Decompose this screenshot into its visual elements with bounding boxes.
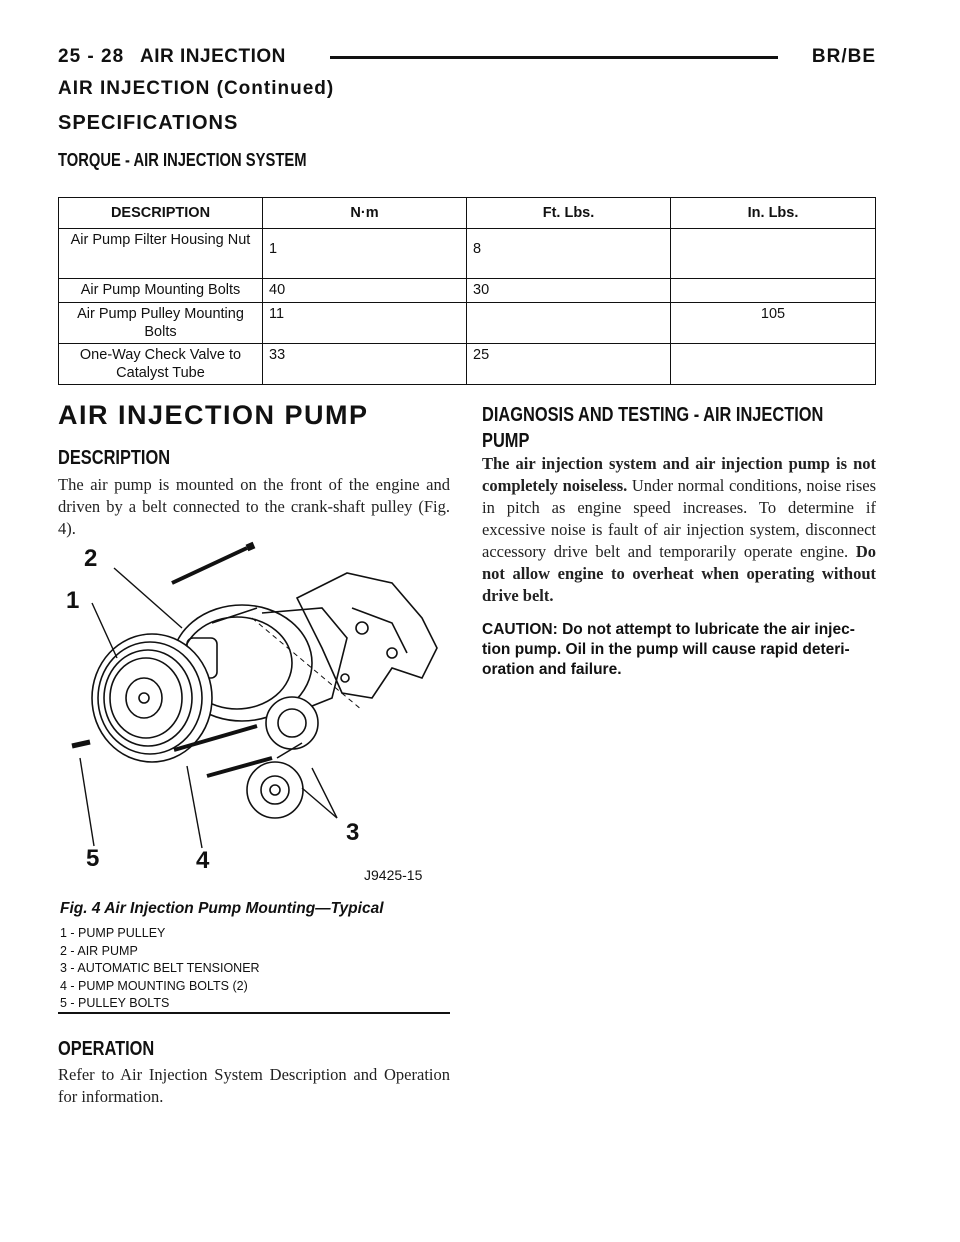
air-injection-pump-title: AIR INJECTION PUMP xyxy=(58,400,369,430)
table-cell: 105 xyxy=(671,303,876,344)
table-cell: 25 xyxy=(467,344,671,385)
table-cell: 11 xyxy=(263,303,467,344)
table-cell: 30 xyxy=(467,279,671,303)
table-cell: Air Pump Filter Housing Nut xyxy=(59,229,263,279)
caution-note: CAUTION: Do not attempt to lubricate the air injec-tion pump. Oil in the pump will cause rapid deteri-oration and failure. xyxy=(482,621,855,678)
column-header: N·m xyxy=(263,198,467,229)
diagnosis-heading-line2: PUMP xyxy=(482,430,530,452)
diagnosis-bold-intro: The air injection system and air injection pump is not completely noiseless. xyxy=(482,454,876,495)
diagnosis-heading-line1: DIAGNOSIS AND TESTING - AIR INJECTION xyxy=(482,404,824,426)
header-section-title: AIR INJECTION xyxy=(140,46,286,67)
table-row xyxy=(59,303,876,344)
table-cell xyxy=(671,344,876,385)
table-cell: One-Way Check Valve to Catalyst Tube xyxy=(59,344,263,385)
table-cell xyxy=(671,229,876,279)
legend-item: 3 - AUTOMATIC BELT TENSIONER xyxy=(60,961,260,975)
operation-text: Refer to Air Injection System Description and Operation for information. xyxy=(58,1065,450,1106)
table-header-row xyxy=(59,198,876,229)
diagnosis-text xyxy=(482,453,876,607)
figure-callout: 4 xyxy=(196,847,210,874)
page-header xyxy=(58,46,876,72)
table-cell: Air Pump Pulley Mounting Bolts xyxy=(59,303,263,344)
torque-spec-table xyxy=(58,197,876,385)
header-rule xyxy=(330,56,778,59)
description-heading: DESCRIPTION xyxy=(58,447,171,469)
table-cell: 1 xyxy=(263,229,467,279)
specifications-heading: SPECIFICATIONS xyxy=(58,112,239,134)
figure-legend xyxy=(60,925,260,1013)
figure-caption: Fig. 4 Air Injection Pump Mounting—Typical xyxy=(60,900,384,917)
legend-item: 4 - PUMP MOUNTING BOLTS (2) xyxy=(60,978,248,993)
torque-table-title: TORQUE - AIR INJECTION SYSTEM xyxy=(58,150,307,170)
column-header: DESCRIPTION xyxy=(59,198,263,229)
table-cell xyxy=(467,303,671,344)
diagnosis-warning: Do not allow engine to overheat when operating without drive belt. xyxy=(482,542,876,605)
diagnosis-body: Under normal conditions, noise rises in pitch as engine speed increases. To determine if excessive noise is fault of air injection system, disconnect accessory drive belt and temporarily operate engine. xyxy=(482,476,877,561)
figure-callout: 5 xyxy=(86,845,100,872)
figure-divider xyxy=(58,1012,450,1014)
column-header: Ft. Lbs. xyxy=(467,198,671,229)
header-model: BR/BE xyxy=(811,46,876,67)
legend-item: 5 - PULLEY BOLTS xyxy=(60,996,170,1010)
table-cell xyxy=(671,279,876,303)
table-cell: 8 xyxy=(467,229,671,279)
figure-code: J9425-15 xyxy=(364,867,423,883)
page-number: 25 - 28 xyxy=(58,46,125,67)
table-cell: 33 xyxy=(263,344,467,385)
description-text: The air pump is mounted on the front of the engine and driven by a belt connected to the crank-shaft pulley (Fig. 4). xyxy=(58,475,450,538)
legend-item: 1 - PUMP PULLEY xyxy=(60,926,166,940)
figure-callout: 1 xyxy=(66,587,80,614)
air-pump-mounting-illustration xyxy=(62,528,462,888)
continued-title: AIR INJECTION (Continued) xyxy=(58,78,335,99)
figure-callout: 3 xyxy=(346,819,360,846)
table-row xyxy=(59,279,876,303)
figure-callout: 2 xyxy=(84,545,98,572)
operation-heading: OPERATION xyxy=(58,1038,155,1060)
column-header: In. Lbs. xyxy=(671,198,876,229)
table-row xyxy=(59,344,876,385)
table-row xyxy=(59,229,876,279)
table-cell: Air Pump Mounting Bolts xyxy=(59,279,263,303)
legend-item: 2 - AIR PUMP xyxy=(60,943,138,958)
table-cell: 40 xyxy=(263,279,467,303)
